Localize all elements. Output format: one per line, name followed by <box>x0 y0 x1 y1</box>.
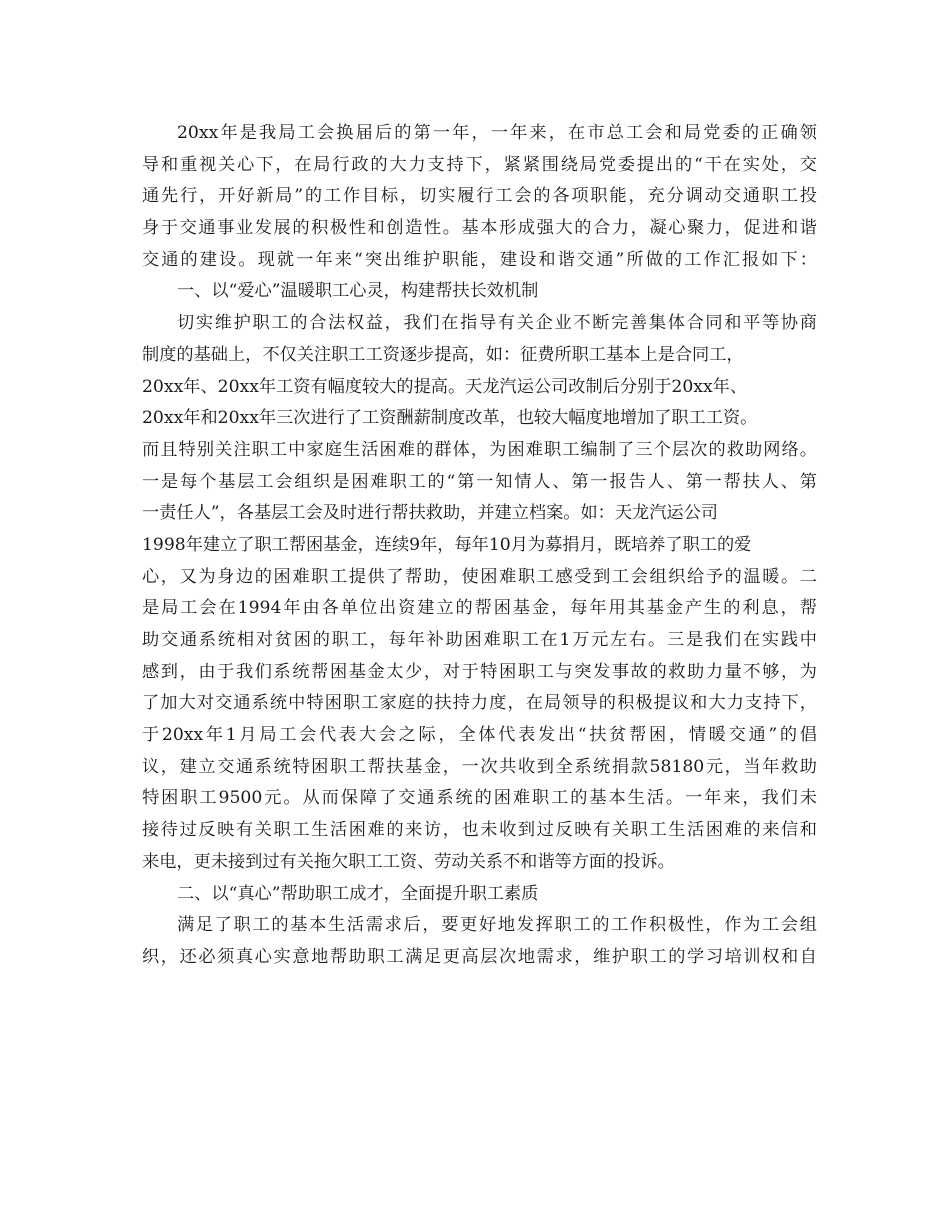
text-line: 20xx年、20xx年工资有幅度较大的提高。天龙汽运公司改制后分别于20xx年、 <box>142 376 748 397</box>
text-line: 了加大对交通系统中特困职工家庭的扶持力度，在局领导的积极提议和大力支持下， <box>142 693 817 714</box>
text-line: 制度的基础上，不仅关注职工工资逐步提高，如：征费所职工基本上是合同工， <box>142 344 744 365</box>
text-line: 1998年建立了职工帮困基金，连续9年，每年10月为募捐月，既培养了职工的爱 <box>142 534 752 555</box>
text-line: 一、以“爱心”温暖职工心灵，构建帮扶长效机制 <box>177 281 539 302</box>
text-line: 满足了职工的基本生活需求后，要更好地发挥职工的工作积极性，作为工会组 <box>177 915 817 936</box>
document-body <box>142 118 817 974</box>
text-line: 20xx年是我局工会换届后的第一年，一年来，在市总工会和局党委的正确领 <box>177 123 817 143</box>
text-line: 感到，由于我们系统帮困基金太少，对于特困职工与突发事故的救助力量不够，为 <box>142 661 817 682</box>
text-line: 特困职工9500元。从而保障了交通系统的困难职工的基本生活。一年来，我们未 <box>142 788 817 809</box>
text-line: 20xx年和20xx年三次进行了工资酬薪制度改革，也较大幅度地增加了职工工资。 <box>142 408 758 429</box>
text-line: 通先行，开好新局”的工作目标，切实履行工会的各项职能，充分调动交通职工投 <box>142 186 817 207</box>
text-line: 导和重视关心下，在局行政的大力支持下，紧紧围绕局党委提出的“干在实处，交 <box>142 154 817 175</box>
text-line: 交通的建设。现就一年来“突出维护职能，建设和谐交通”所做的工作汇报如下： <box>142 249 817 270</box>
text-line: 身于交通事业发展的积极性和创造性。基本形成强大的合力，凝心聚力，促进和谐 <box>142 218 817 239</box>
text-line: 心，又为身边的困难职工提供了帮助，使困难职工感受到工会组织给予的温暖。二 <box>142 566 817 587</box>
text-line: 织，还必须真心实意地帮助职工满足更高层次地需求，维护职工的学习培训权和自 <box>142 946 817 967</box>
text-line: 切实维护职工的合法权益，我们在指导有关企业不断完善集体合同和平等协商 <box>177 313 817 334</box>
text-line: 而且特别关注职工中家庭生活困难的群体，为困难职工编制了三个层次的救助网络。 <box>142 439 817 460</box>
text-line: 于20xx年1月局工会代表大会之际，全体代表发出“扶贫帮困，情暖交通”的倡 <box>142 725 817 746</box>
text-line: 是局工会在1994年由各单位出资建立的帮困基金，每年用其基金产生的利息，帮 <box>142 598 817 619</box>
text-line: 议，建立交通系统特困职工帮扶基金，一次共收到全系统捐款58180元，当年救助 <box>142 756 817 777</box>
text-line: 助交通系统相对贫困的职工，每年补助困难职工在1万元左右。三是我们在实践中 <box>142 630 817 650</box>
text-line: 一责任人”，各基层工会及时进行帮扶救助，并建立档案。如：天龙汽运公司 <box>142 503 718 524</box>
text-line: 接待过反映有关职工生活困难的来访，也未收到过反映有关职工生活困难的来信和 <box>142 820 817 841</box>
text-line: 来电，更未接到过有关拖欠职工工资、劳动关系不和谐等方面的投诉。 <box>142 851 675 872</box>
text-line: 一是每个基层工会组织是困难职工的“第一知情人、第一报告人、第一帮扶人、第 <box>142 471 817 492</box>
text-line: 二、以“真心”帮助职工成才，全面提升职工素质 <box>177 883 539 904</box>
